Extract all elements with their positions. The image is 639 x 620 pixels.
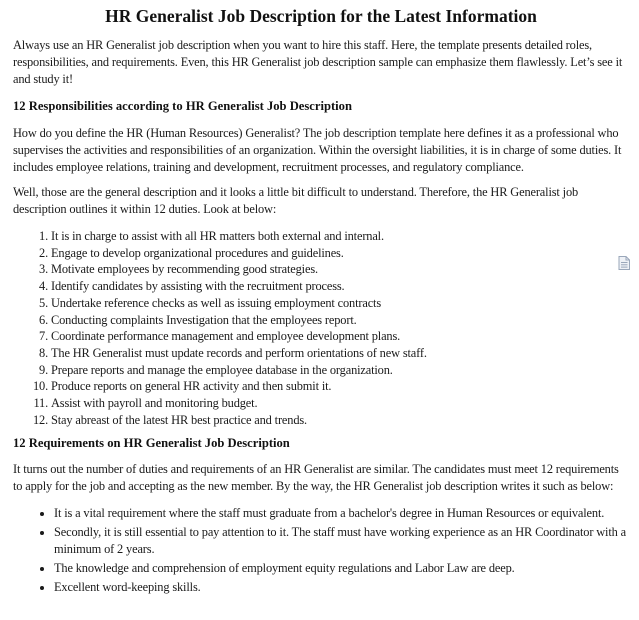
list-item: • Excellent word-keeping skills. [54,579,629,596]
list-item: 5. Undertake reference checks as well as issuing employment contracts [51,295,629,312]
responsibilities-heading: 12 Responsibilities according to HR Generalist Job Description [13,99,352,113]
responsibilities-paragraph-2: Well, those are the general description and it looks a little bit difficult to understand. Therefore, the HR Generalist job description outlines it within 12 duties. Look at below: [13,185,579,216]
list-item: 3. Motivate employees by recommending good strategies. [51,261,629,278]
list-item: • It is a vital requirement where the staff must graduate from a bachelor's degree in Human Resources or equivalent. [54,505,629,522]
responsibilities-list [13,228,629,428]
list-item: 12. Stay abreast of the latest HR best practice and trends. [51,412,629,429]
list-item: 9. Prepare reports and manage the employee database in the organization. [51,362,629,379]
list-item: • Secondly, it is still essential to pay attention to it. The staff must have working experience as an HR Coordinator with a minimum of 2 years. [54,524,629,558]
list-item: 6. Conducting complaints Investigation that the employees report. [51,312,629,329]
list-item: 7. Coordinate performance management and employee development plans. [51,328,629,345]
list-item: • The knowledge and comprehension of employment equity regulations and Labor Law are deep. [54,560,629,577]
list-item: 10. Produce reports on general HR activity and then submit it. [51,378,629,395]
requirements-paragraph: It turns out the number of duties and requirements of an HR Generalist are similar. The candidates must meet 12 requirements to apply for the job and accepting as the new member. By the way, the HR Generalist job description writes it such as below: [13,462,619,494]
responsibilities-paragraph-1: How do you define the HR (Human Resources) Generalist? The job description template here defines it as a professional who supervises the activities and responsibilities of an organization. Within the oversight liabilities, it is in charge of some duties. It includes employee relations, training and development, recruitment processes, and regulatory compliance. [13,126,622,174]
intro-paragraph: Always use an HR Generalist job description when you want to hire this staff. Here, the template presents detailed roles, responsibilities, and requirements. Even, this HR Generalist job description sample can emphasize them flawlessly. Let’s see it and study it! [13,38,623,86]
list-item: 1. It is in charge to assist with all HR matters both external and internal. [51,228,629,245]
list-item: 4. Identify candidates by assisting with the recruitment process. [51,278,629,295]
list-item: 8. The HR Generalist must update records and perform orientations of new staff. [51,345,629,362]
document-icon[interactable] [618,256,630,270]
page-title: HR Generalist Job Description for the Latest Information [105,6,537,26]
list-item: 2. Engage to develop organizational procedures and guidelines. [51,245,629,262]
article [13,6,629,598]
requirements-list [13,505,629,596]
list-item: 11. Assist with payroll and monitoring budget. [51,395,629,412]
requirements-heading: 12 Requirements on HR Generalist Job Description [13,436,290,451]
